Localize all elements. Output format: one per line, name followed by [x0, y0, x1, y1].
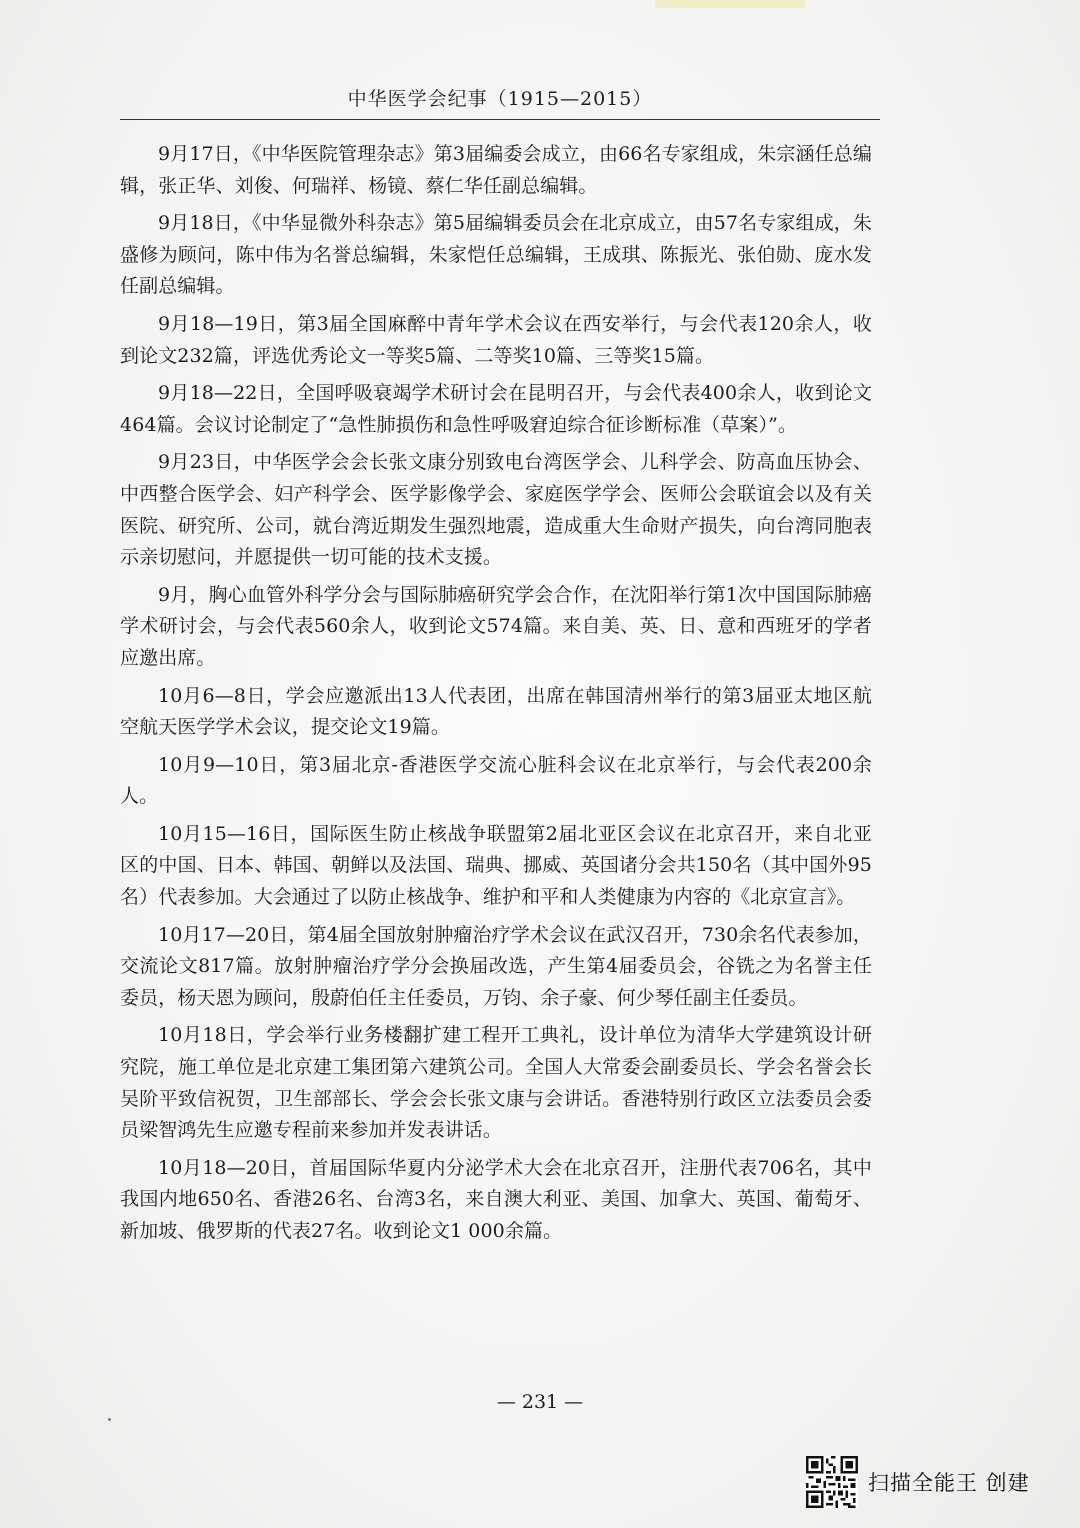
paragraph: 9月18—19日，第3届全国麻醉中青年学术会议在西安举行，与会代表120余人，收到论文232篇，评选优秀论文一等奖5篇、二等奖10篇、三等奖15篇。: [120, 312, 872, 367]
page-number: — 231 —: [496, 1391, 584, 1413]
paragraph: 9月17日，《中华医院管理杂志》第3届编委会成立，由66名专家组成，朱宗涵任总编辑，张正华、刘俊、何瑞祥、杨镜、蔡仁华任副总编辑。: [120, 143, 872, 197]
watermark-text: 扫描全能王 创建: [868, 1471, 1030, 1495]
paragraph: 9月18日，《中华显微外科杂志》第5届编辑委员会在北京成立，由57名专家组成，朱盛修为顾问，陈中伟为名誉总编辑，朱家恺任总编辑，王成琪、陈振光、张伯勋、庞水发任副总编辑。: [120, 212, 872, 298]
paragraph: 10月9—10日，第3届北京-香港医学交流心脏科会议在北京举行，与会代表200余人。: [120, 753, 872, 808]
paragraph: 10月18日，学会举行业务楼翻扩建工程开工典礼，设计单位为清华大学建筑设计研究院，施工单位是北京建工集团第六建筑公司。全国人大常委会副委员长、学会名誉会长吴阶平致信祝贺，卫生部部长、学会会长张文康与会讲话。香港特别行政区立法委员会委员梁智鸿先生应邀专程前来参加并发表讲话。: [120, 1024, 872, 1142]
paragraph: 10月18—20日，首届国际华夏内分泌学术大会在北京召开，注册代表706名，其中我国内地650名、香港26名、台湾3名，来自澳大利亚、美国、加拿大、英国、葡萄牙、新加坡、俄罗斯的代表27名。收到论文1 000余篇。: [120, 1156, 872, 1242]
paragraph: 9月23日，中华医学会会长张文康分别致电台湾医学会、儿科学会、防高血压协会、中西整合医学会、妇产科学会、医学影像学会、家庭医学学会、医师公会联谊会以及有关医院、研究所、公司，就台湾近期发生强烈地震，造成重大生命财产损失，向台湾同胞表示亲切慰问，并愿提供一切可能的技术支援。: [120, 451, 872, 569]
page-body: [120, 139, 872, 1254]
qr-code-icon: [806, 1456, 858, 1508]
paragraph: 10月15—16日，国际医生防止核战争联盟第2届北亚区会议在北京召开，来自北亚区的中国、日本、韩国、朝鲜以及法国、瑞典、挪威、英国诸分会共150名（其中国外95名）代表参加。大会通过了以防止核战争、维护和平和人类健康为内容的《北京宣言》。: [120, 822, 872, 909]
running-header: 中华医学会纪事（1915—2015）: [347, 88, 653, 110]
paragraph: 9月18—22日，全国呼吸衰竭学术研讨会在昆明召开，与会代表400余人，收到论文464篇。会议讨论制定了“急性肺损伤和急性呼吸窘迫综合征诊断标准（草案）”。: [120, 382, 872, 436]
paragraph: 9月，胸心血管外科学分会与国际肺癌研究学会合作，在沈阳举行第1次中国国际肺癌学术研讨会，与会代表560余人，收到论文574篇。来自美、英、日、意和西班牙的学者应邀出席。: [120, 583, 872, 669]
scan-speck: [108, 1418, 111, 1421]
header-rule: [120, 119, 880, 120]
scanner-watermark: [806, 1456, 1030, 1508]
paragraph: 10月6—8日，学会应邀派出13人代表团，出席在韩国清州举行的第3届亚太地区航空航天医学学术会议，提交论文19篇。: [120, 684, 872, 739]
paper-stain: [655, 0, 805, 8]
paragraph: 10月17—20日，第4届全国放射肿瘤治疗学术会议在武汉召开，730余名代表参加，交流论文817篇。放射肿瘤治疗学分会换届改选，产生第4届委员会，谷铣之为名誉主任委员，杨天恩为顾问，殷蔚伯任主任委员，万钧、余子豪、何少琴任副主任委员。: [120, 923, 872, 1009]
